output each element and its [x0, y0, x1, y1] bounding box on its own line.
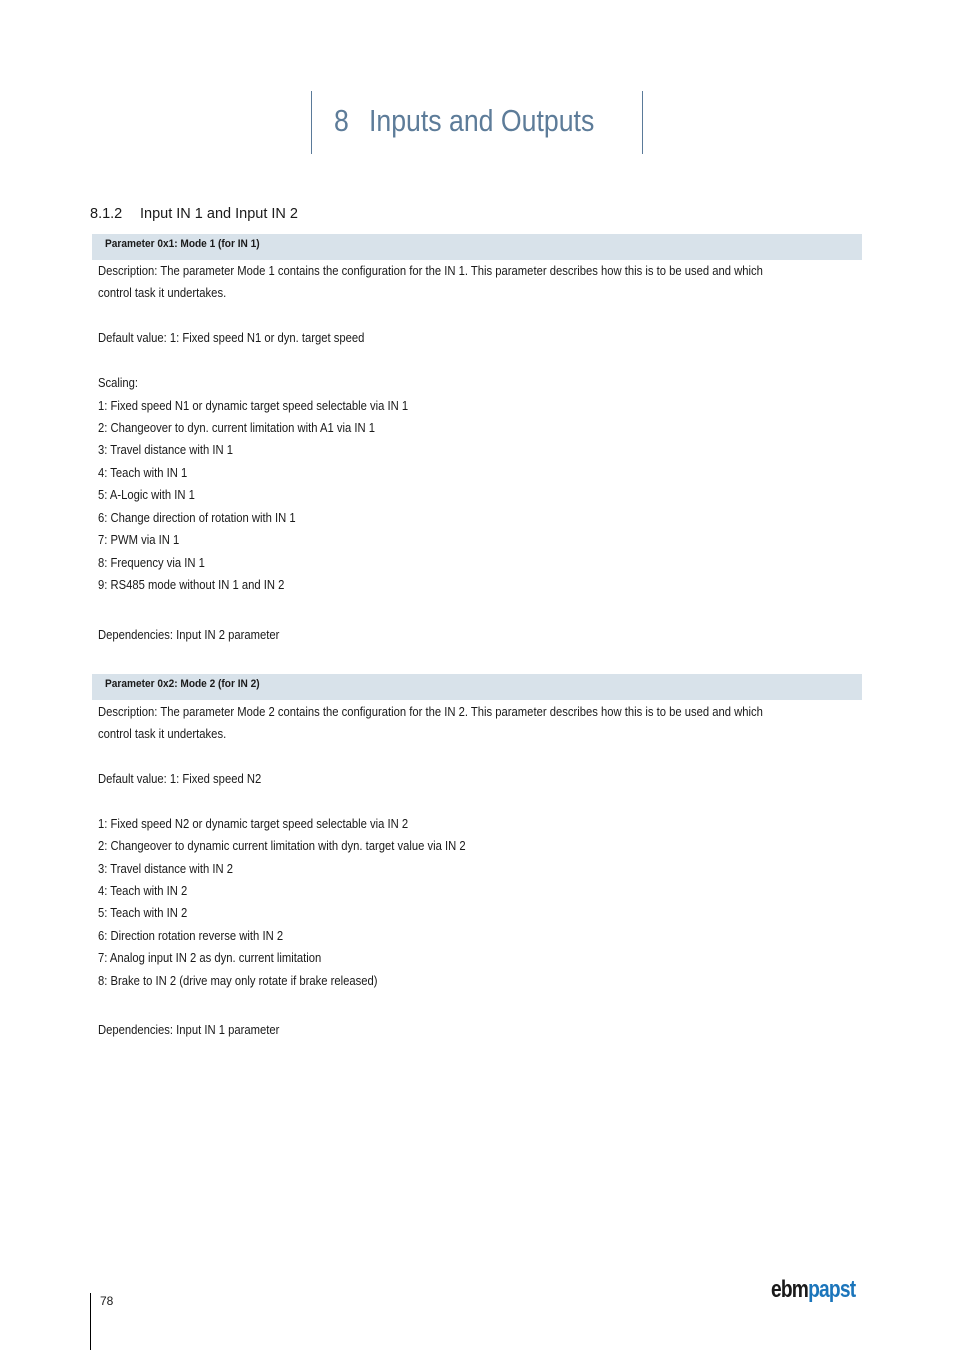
param1-description-line2: control task it undertakes.	[98, 286, 227, 300]
ebmpapst-logo	[771, 1276, 855, 1304]
section-heading	[90, 206, 298, 222]
list-item: 1: Fixed speed N2 or dynamic target speed selectable via IN 2	[98, 817, 409, 831]
param1-description-line1: Description: The parameter Mode 1 contains the configuration for the IN 1. This parameter describes how this is to be used and which	[98, 264, 763, 278]
param2-default: Default value: 1: Fixed speed N2	[98, 772, 262, 786]
list-item: 7: PWM via IN 1	[98, 533, 180, 547]
param2-description-line2: control task it undertakes.	[98, 727, 227, 741]
list-item: 6: Change direction of rotation with IN 1	[98, 511, 296, 525]
param1-header: Parameter 0x1: Mode 1 (for IN 1)	[105, 238, 260, 250]
list-item: 5: Teach with IN 2	[98, 906, 188, 920]
logo-part-ebm: ebm	[771, 1276, 809, 1303]
list-item: 2: Changeover to dyn. current limitation with A1 via IN 1	[98, 421, 376, 435]
logo-part-papst: papst	[808, 1276, 856, 1303]
param2-header-bar	[92, 674, 862, 700]
param2-description-line1: Description: The parameter Mode 2 contains the configuration for the IN 2. This parameter describes how this is to be used and which	[98, 705, 763, 719]
list-item: 2: Changeover to dynamic current limitation with dyn. target value via IN 2	[98, 839, 466, 853]
chapter-title: Inputs and Outputs	[369, 103, 595, 138]
param2-dependencies: Dependencies: Input IN 1 parameter	[98, 1023, 280, 1037]
list-item: 3: Travel distance with IN 2	[98, 862, 234, 876]
chapter-number: 8	[334, 103, 349, 138]
list-item: 3: Travel distance with IN 1	[98, 443, 234, 457]
param1-scaling-label: Scaling:	[98, 376, 139, 390]
section-title: Input IN 1 and Input IN 2	[140, 206, 298, 222]
param1-dependencies: Dependencies: Input IN 2 parameter	[98, 628, 280, 642]
list-item: 8: Brake to IN 2 (drive may only rotate if brake released)	[98, 974, 378, 988]
list-item: 7: Analog input IN 2 as dyn. current limitation	[98, 951, 322, 965]
footer-rule	[90, 1293, 91, 1350]
section-number: 8.1.2	[90, 206, 123, 222]
list-item: 4: Teach with IN 1	[98, 466, 188, 480]
param2-header: Parameter 0x2: Mode 2 (for IN 2)	[105, 678, 260, 690]
list-item: 5: A-Logic with IN 1	[98, 488, 195, 502]
list-item: 9: RS485 mode without IN 1 and IN 2	[98, 578, 285, 592]
param1-header-bar	[92, 234, 862, 260]
list-item: 1: Fixed speed N1 or dynamic target speed selectable via IN 1	[98, 399, 409, 413]
chapter-header	[311, 91, 643, 154]
list-item: 4: Teach with IN 2	[98, 884, 188, 898]
page-number: 78	[100, 1294, 114, 1308]
list-item: 8: Frequency via IN 1	[98, 556, 205, 570]
param1-default: Default value: 1: Fixed speed N1 or dyn. target speed	[98, 331, 365, 345]
list-item: 6: Direction rotation reverse with IN 2	[98, 929, 284, 943]
